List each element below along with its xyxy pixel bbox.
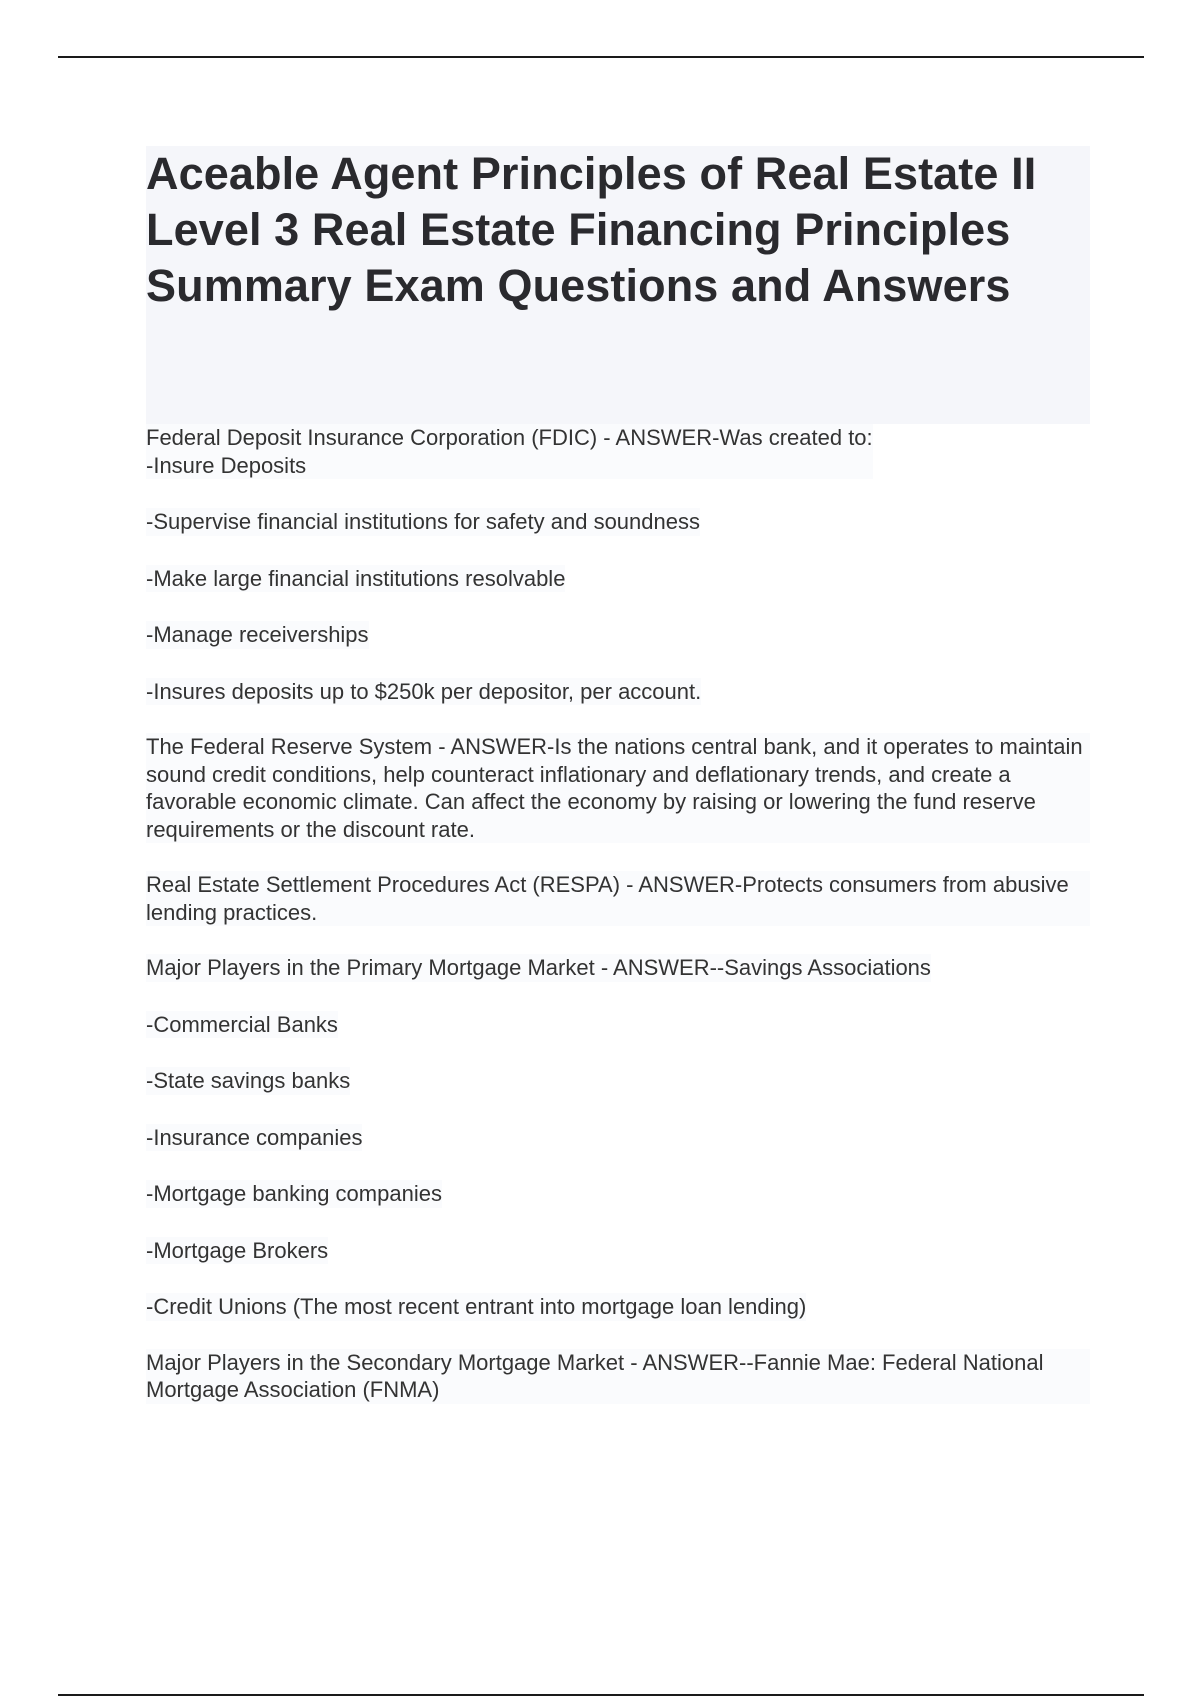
bottom-rule (58, 1694, 1144, 1696)
top-rule (58, 56, 1144, 58)
title-block (146, 146, 1090, 424)
entry-fdic-item: -Insures deposits up to $250k per depositor, per account. (146, 678, 702, 704)
entry-fdic (146, 424, 873, 479)
entry-primary-item: -Mortgage Brokers (146, 1237, 329, 1263)
entry-fdic-item: -Make large financial institutions resolvable (146, 565, 566, 591)
entry-fdic-item: -Insure Deposits (146, 452, 307, 478)
entry-primary-item: -Credit Unions (The most recent entrant into mortgage loan lending) (146, 1294, 807, 1319)
document-title: Aceable Agent Principles of Real Estate II Level 3 Real Estate Financing Principles Summary Exam Questions and Answers (146, 148, 1037, 311)
document-body (146, 424, 1090, 1404)
entry-primary-market: Major Players in the Primary Mortgage Market - ANSWER--Savings Associations (146, 955, 931, 980)
entry-fdic-item: -Manage receiverships (146, 622, 369, 647)
entry-respa: Real Estate Settlement Procedures Act (RESPA) - ANSWER-Protects consumers from abusive lending practices. (146, 871, 1090, 926)
entry-federal-reserve: The Federal Reserve System - ANSWER-Is the nations central bank, and it operates to maintain sound credit conditions, help counteract inflationary and deflationary trends, and create a favorable economic climate. Can affect the economy by raising or lowering the fund reserve requirements or the discount rate. (146, 733, 1090, 843)
entry-fdic-question: Federal Deposit Insurance Corporation (FDIC) - ANSWER-Was created to: (146, 425, 873, 450)
document-content (146, 146, 1090, 1404)
entry-primary-item: -Commercial Banks (146, 1011, 338, 1037)
entry-primary-item: -Insurance companies (146, 1124, 363, 1150)
entry-primary-item: -Mortgage banking companies (146, 1181, 442, 1206)
entry-primary-item: -State savings banks (146, 1068, 351, 1093)
entry-fdic-item: -Supervise financial institutions for safety and soundness (146, 509, 700, 534)
entry-secondary-market: Major Players in the Secondary Mortgage Market - ANSWER--Fannie Mae: Federal National Mortgage Association (FNMA) (146, 1349, 1090, 1404)
